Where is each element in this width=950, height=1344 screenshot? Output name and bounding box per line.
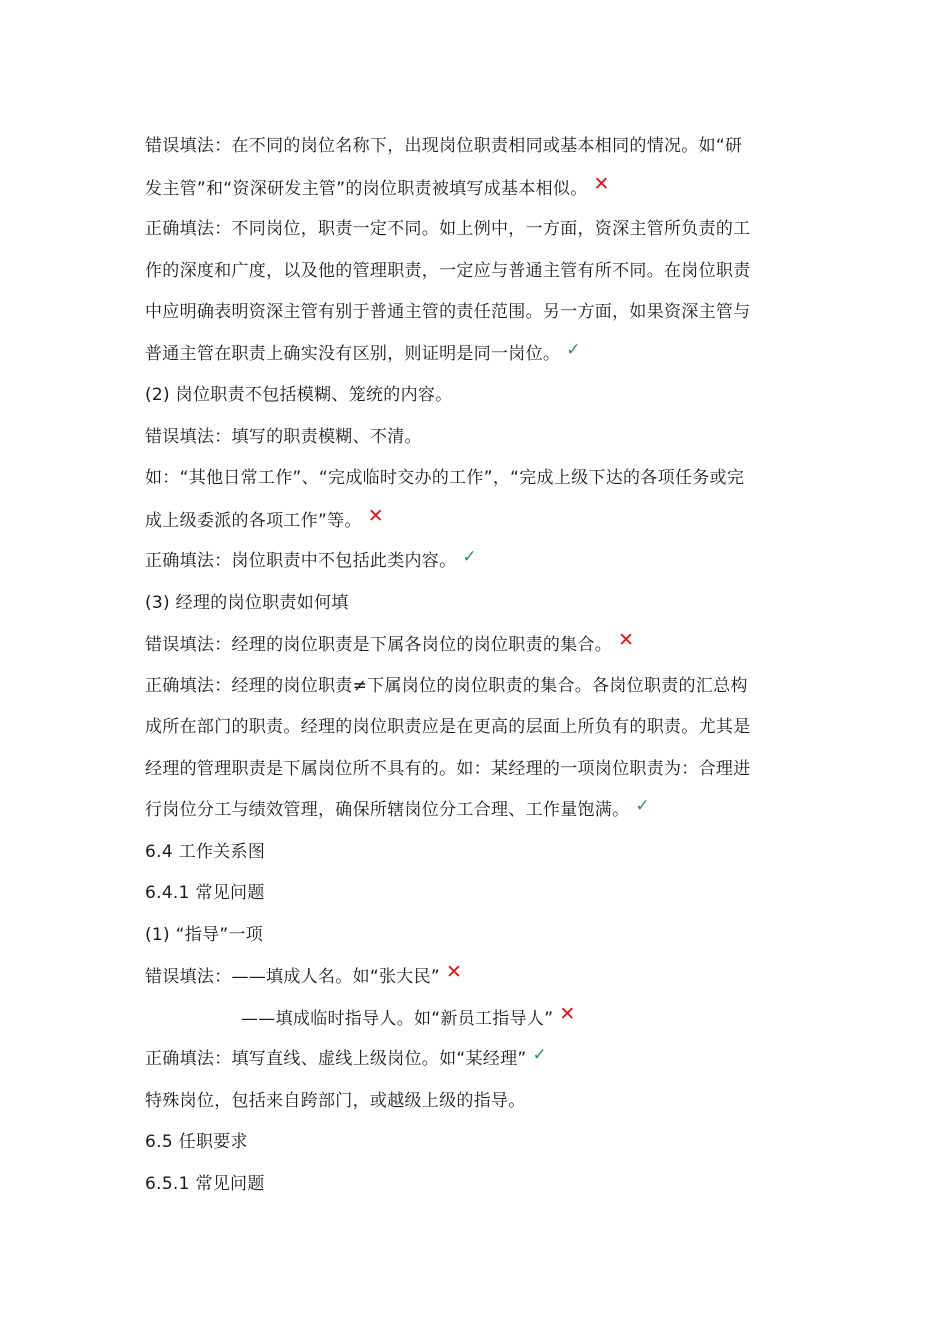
- text-line: [145, 334, 810, 376]
- text-line: [145, 417, 810, 459]
- text-line: [145, 1039, 810, 1081]
- check-mark-icon: ✓: [462, 547, 477, 567]
- check-mark-icon: ✓: [532, 1045, 548, 1065]
- line-text: 特殊岗位，包括来自跨部门，或越级上级的指导。: [145, 1090, 526, 1111]
- text-line: [145, 292, 810, 334]
- line-text: (1) “指导”一项: [145, 924, 264, 945]
- text-line: [145, 749, 810, 791]
- cross-mark-icon: ✕: [559, 1002, 576, 1025]
- document-body: [145, 126, 810, 1205]
- text-line: [145, 915, 810, 957]
- text-line: [145, 541, 810, 583]
- line-text: (2) 岗位职责不包括模糊、笼统的内容。: [145, 385, 453, 405]
- line-text: 6.4.1 常见问题: [145, 883, 265, 903]
- line-text: 经理的管理职责是下属岗位所不具有的。如：某经理的一项岗位职责为：合理进: [145, 758, 751, 779]
- line-text: 6.5.1 常见问题: [145, 1173, 265, 1194]
- text-line: [145, 209, 810, 251]
- line-text: 普通主管在职责上确实没有区别，则证明是同一岗位。: [145, 343, 561, 364]
- cross-mark-icon: ✕: [446, 961, 463, 983]
- line-text: 成上级委派的各项工作”等。: [145, 510, 362, 531]
- line-text: 正确填法：填写直线、虚线上级岗位。如“某经理”: [145, 1049, 527, 1069]
- line-text: 行岗位分工与绩效管理，确保所辖岗位分工合理、工作量饱满。: [145, 800, 630, 820]
- check-mark-icon: ✓: [635, 796, 650, 816]
- line-text: 6.4 工作关系图: [145, 841, 266, 862]
- line-text: 作的深度和广度，以及他的管理职责，一定应与普通主管有所不同。在岗位职责: [145, 260, 751, 281]
- line-text: ——填成临时指导人。如“新员工指导人”: [241, 1008, 554, 1029]
- text-line: [145, 1122, 810, 1164]
- line-text: 错误填法：——填成人名。如“张大民”: [145, 967, 441, 987]
- text-line: [145, 583, 810, 625]
- cross-mark-icon: ✕: [618, 629, 635, 651]
- text-line: [145, 1164, 810, 1206]
- text-line: [145, 168, 810, 210]
- check-mark-icon: ✓: [566, 339, 581, 360]
- line-text: 如：“其他日常工作”、“完成临时交办的工作”，“完成上级下达的各项任务或完: [145, 468, 745, 488]
- line-text: 正确填法：不同岗位，职责一定不同。如上例中，一方面，资深主管所负责的工: [145, 219, 751, 239]
- cross-mark-icon: ✕: [367, 504, 384, 527]
- line-text: 正确填法：经理的岗位职责≠下属岗位的岗位职责的集合。各岗位职责的汇总构: [145, 675, 748, 696]
- text-line: [145, 500, 810, 542]
- cross-mark-icon: ✕: [593, 172, 610, 195]
- text-line: [145, 251, 810, 293]
- text-line: [145, 1081, 810, 1123]
- text-line: [145, 458, 810, 500]
- line-text: 中应明确表明资深主管有别于普通主管的责任范围。另一方面，如果资深主管与: [145, 302, 751, 322]
- text-line: [145, 790, 810, 832]
- text-line: [145, 666, 810, 708]
- text-line: [145, 832, 810, 874]
- text-line: [145, 624, 810, 666]
- text-line: [145, 707, 810, 749]
- text-line: [145, 126, 810, 168]
- text-line: [145, 873, 810, 915]
- line-text: 正确填法：岗位职责中不包括此类内容。: [145, 551, 457, 571]
- text-line: [145, 956, 810, 998]
- line-text: 6.5 任职要求: [145, 1132, 248, 1152]
- line-text: 错误填法：填写的职责模糊、不清。: [145, 426, 422, 447]
- line-text: 成所在部门的职责。经理的岗位职责应是在更高的层面上所负有的职责。尤其是: [145, 717, 751, 737]
- line-text: 发主管”和“资深研发主管”的岗位职责被填写成基本相似。: [145, 178, 588, 199]
- line-text: 错误填法：经理的岗位职责是下属各岗位的岗位职责的集合。: [145, 635, 613, 655]
- text-line: [145, 998, 810, 1040]
- text-line: [145, 375, 810, 417]
- line-text: 错误填法：在不同的岗位名称下，出现岗位职责相同或基本相同的情况。如“研: [145, 136, 743, 156]
- line-text: (3) 经理的岗位职责如何填: [145, 592, 349, 613]
